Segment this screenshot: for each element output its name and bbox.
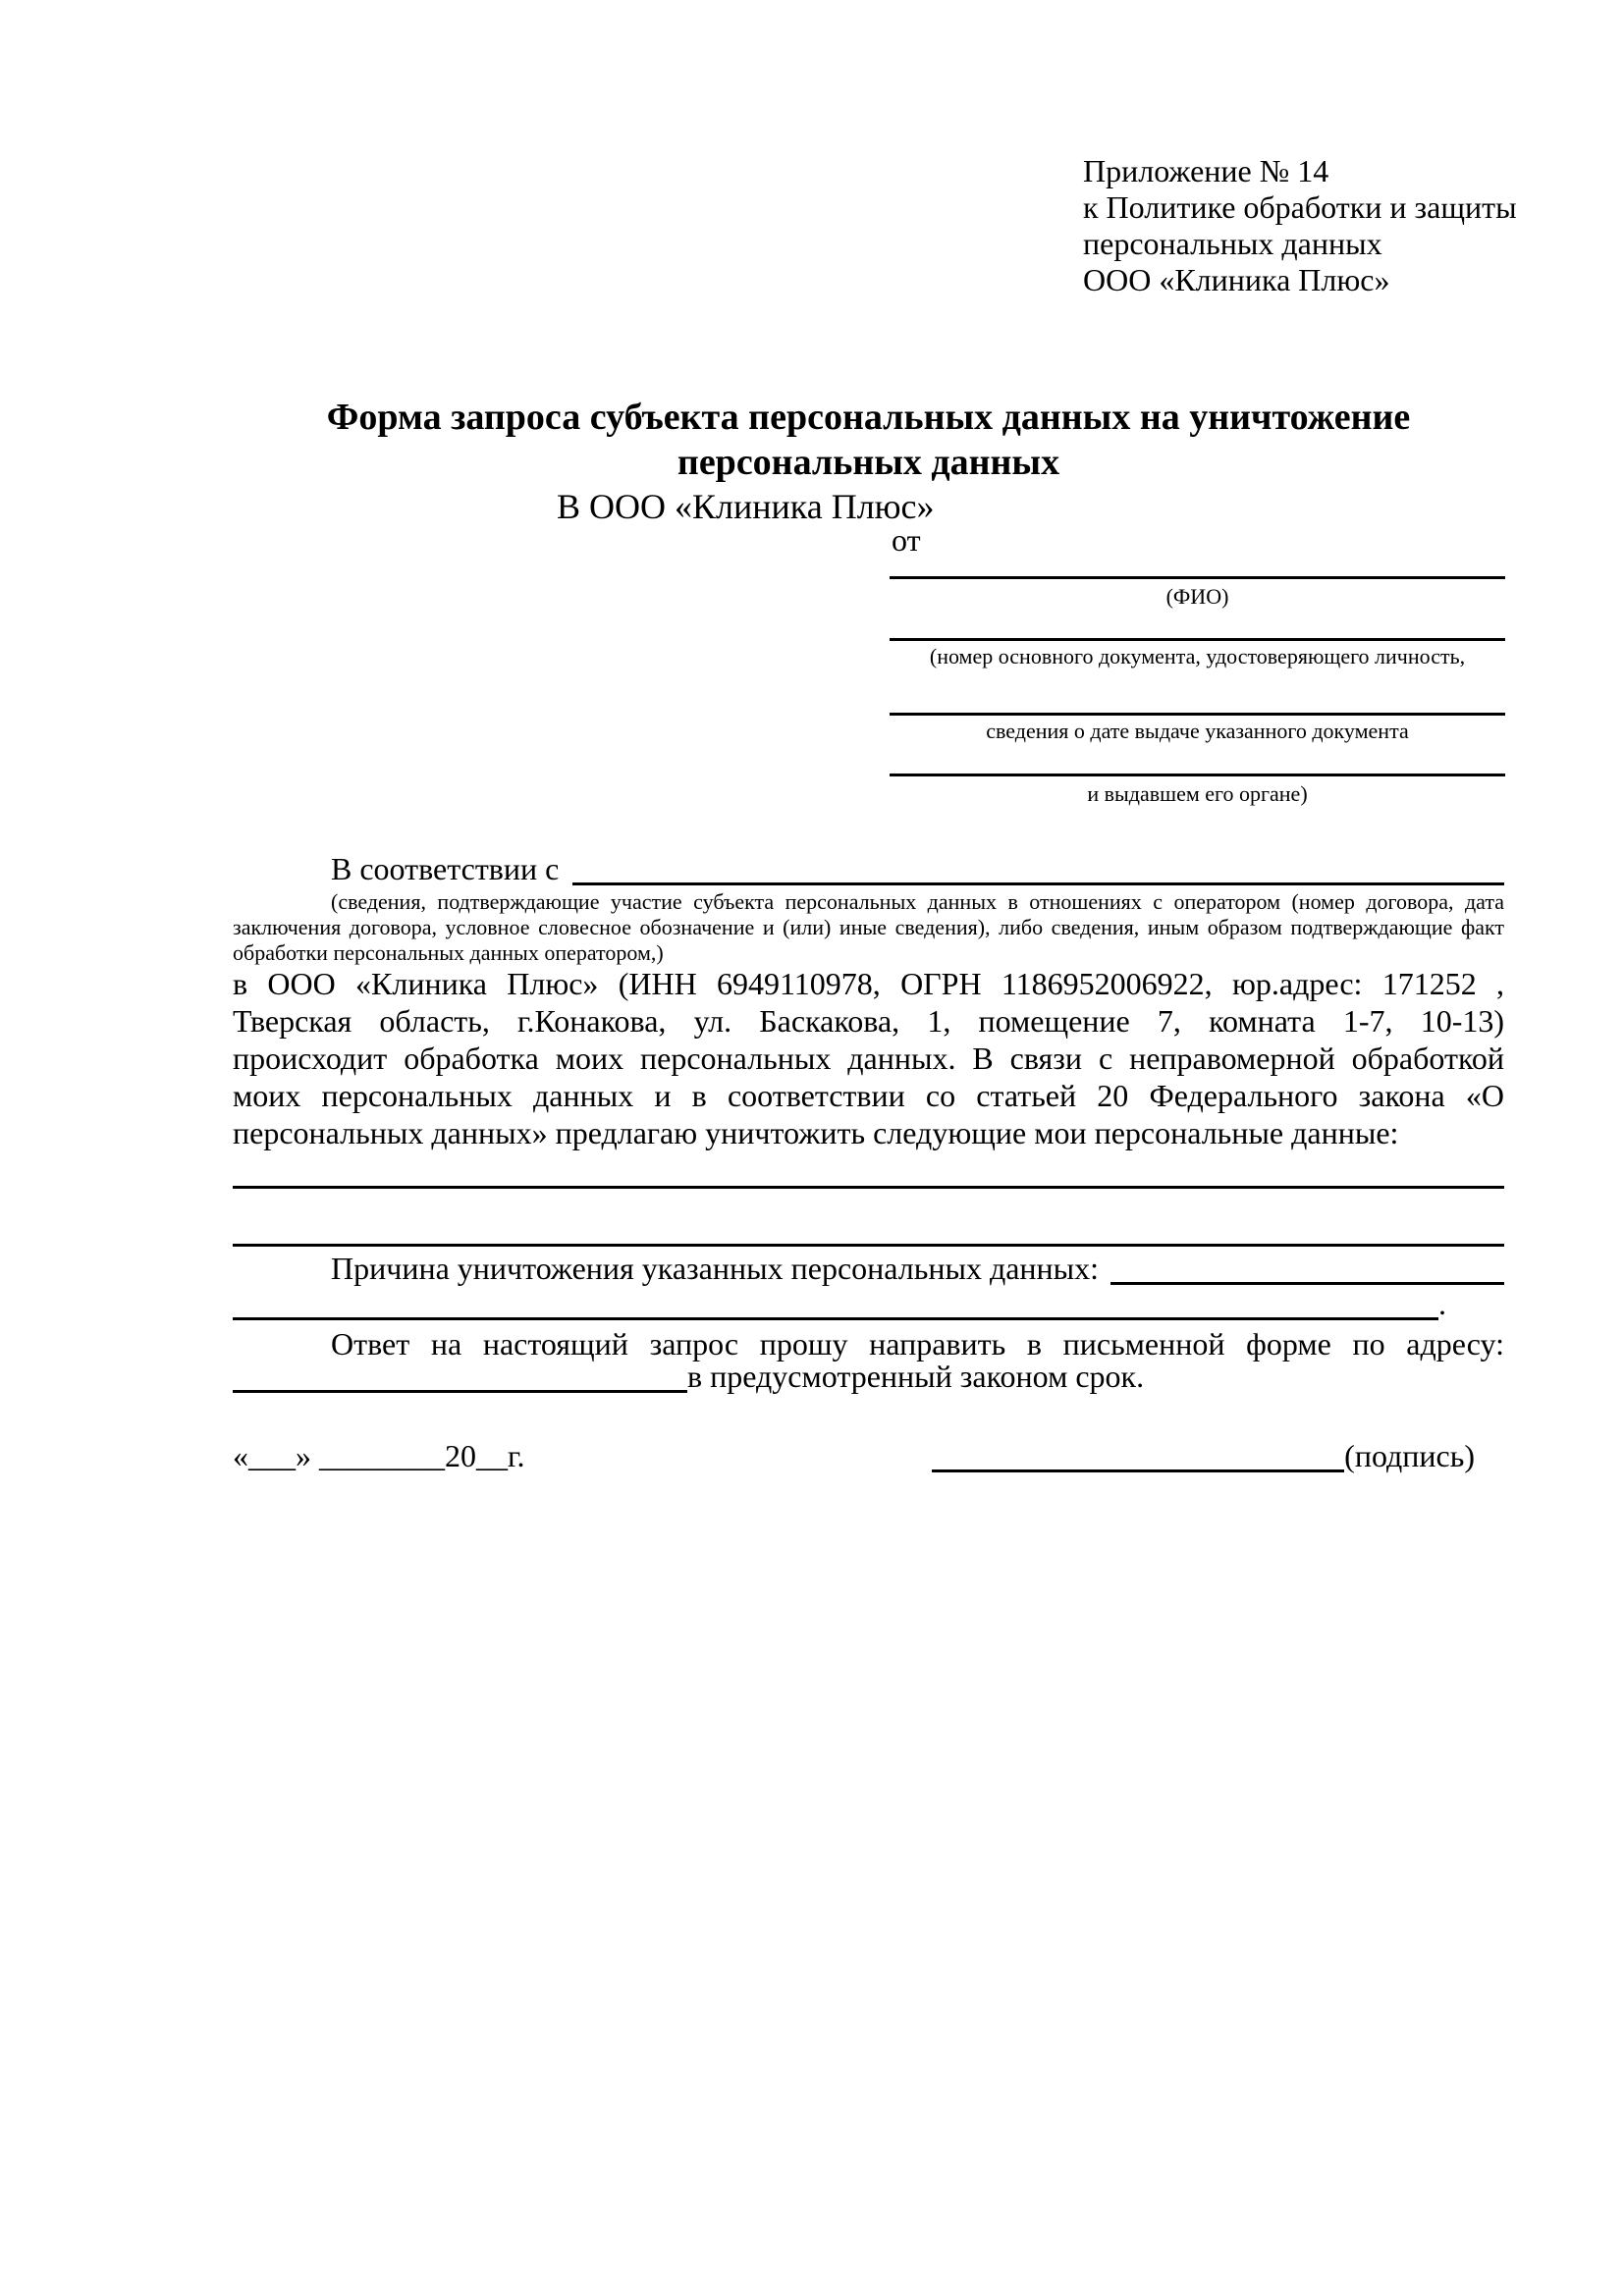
- body-line: Тверская область, г.Конакова, ул. Баскакова, 1, помещение 7, комната 1-7, 10-13): [233, 1003, 1504, 1039]
- signing-row: [233, 1437, 1504, 1474]
- issue-date-caption: сведения о дате выдаче указанного документа: [986, 719, 1409, 743]
- body-paragraph: [233, 965, 1504, 1151]
- accordance-blank-line: [572, 882, 1504, 885]
- accordance-row: [233, 850, 1504, 887]
- reason-continuation-row: [233, 1285, 1504, 1322]
- issuing-authority-blank-line: [890, 774, 1505, 776]
- fine-print-line: обработки персональных данных оператором,): [233, 940, 664, 965]
- addressee: В ООО «Клиника Плюс»: [557, 487, 935, 526]
- response-line: Ответ на настоящий запрос прошу направить в письменной форме по адресу:: [331, 1326, 1504, 1362]
- reason-lead: Причина уничтожения указанных персональных данных:: [331, 1251, 1100, 1286]
- period-mark: .: [1438, 1286, 1446, 1321]
- address-blank-line: [233, 1390, 687, 1393]
- fio-blank-line: [890, 576, 1505, 579]
- document-number-blank-line: [890, 638, 1505, 641]
- data-blank-line: [233, 1186, 1504, 1189]
- reason-blank-line: [233, 1317, 1438, 1320]
- body-line: в ООО «Клиника Плюс» (ИНН 6949110978, ОГРН 1186952006922, юр.адрес: 171252 ,: [233, 966, 1504, 1001]
- body-line: происходит обработка моих персональных данных. В связи с неправомерной обработкой: [233, 1041, 1504, 1076]
- body-line: моих персональных данных и в соответствии со статьей 20 Федерального закона «О: [233, 1078, 1504, 1113]
- signature-caption: (подпись): [1344, 1438, 1475, 1473]
- data-blank-line: [233, 1244, 1504, 1247]
- fio-caption: (ФИО): [1165, 584, 1229, 609]
- header-line: ООО «Клиника Плюс»: [1083, 262, 1390, 297]
- form-title-line: персональных данных: [677, 442, 1060, 483]
- header-line: Приложение № 14: [1083, 153, 1329, 188]
- appendix-header: [1083, 153, 1520, 298]
- signature-blank-line: [932, 1469, 1344, 1472]
- header-line: к Политике обработки и защиты: [1083, 189, 1517, 225]
- date-blank: «___» ________20__г.: [233, 1438, 525, 1473]
- header-line: персональных данных: [1083, 226, 1382, 261]
- form-title: [233, 395, 1504, 485]
- response-term-text: в предусмотренный законом срок.: [687, 1359, 1145, 1394]
- body-line: персональных данных» предлагаю уничтожить следующие мои персональные данные:: [233, 1115, 1399, 1150]
- accordance-lead: В соответствии с: [331, 851, 560, 886]
- fine-print: [233, 889, 1504, 966]
- issuing-authority-caption: и выдавшем его органе): [1087, 781, 1308, 806]
- from-label: от: [892, 522, 921, 558]
- fine-print-line: (сведения, подтверждающие участие субъекта персональных данных в отношениях с оператором (номер договора, дата: [331, 889, 1504, 914]
- response-address-row: [233, 1358, 1504, 1395]
- fine-print-line: заключения договора, условное словесное обозначение и (или) иные сведения), либо сведения, иным образом подтверждающие факт: [233, 915, 1504, 939]
- form-title-line: Форма запроса субъекта персональных данных на уничтожение: [326, 397, 1411, 438]
- issue-date-blank-line: [890, 713, 1505, 716]
- reason-row: [233, 1250, 1504, 1287]
- document-number-caption: (номер основного документа, удостоверяющего личность,: [929, 644, 1466, 668]
